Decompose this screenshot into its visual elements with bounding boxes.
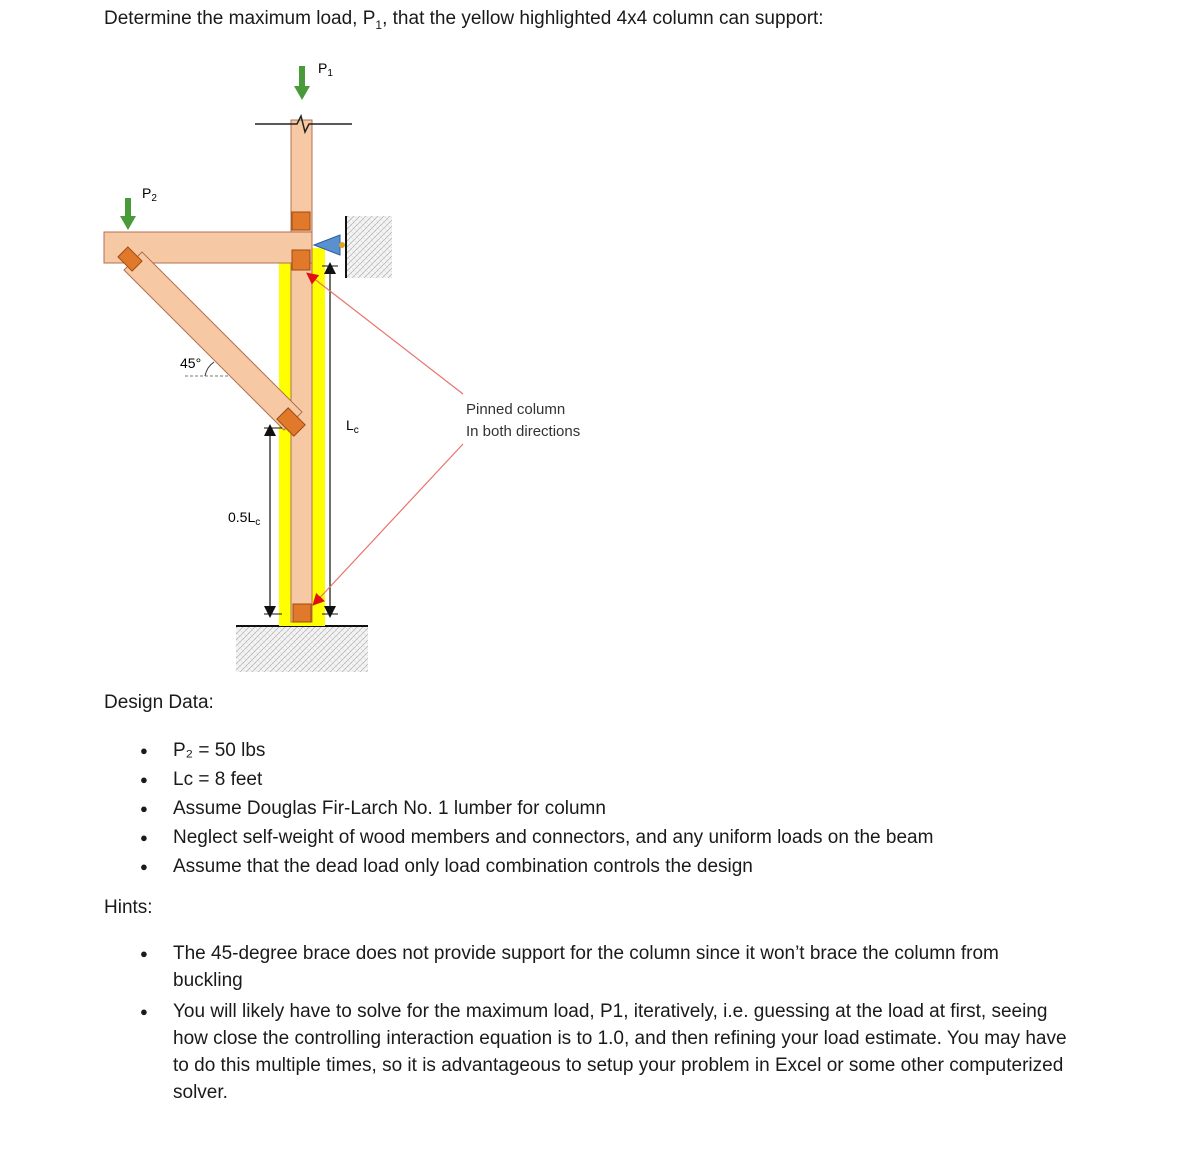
list-item: ● Assume that the dead load only load combination controls the design — [0, 852, 1073, 881]
callout-leader-bottom — [314, 444, 463, 604]
callout-line-2: In both directions — [466, 423, 581, 440]
connector-base — [293, 604, 311, 622]
list-item: ● Lc = 8 feet — [0, 765, 1073, 794]
lc-label: $L_c$ — [346, 417, 359, 436]
list-item: ● Neglect self-weight of wood members and connectors, and any uniform loads on the beam — [0, 823, 1073, 852]
p2-label: $P_2$ — [142, 185, 157, 204]
diagonal-brace — [124, 252, 302, 430]
angle-arc — [205, 362, 214, 376]
question-text: Determine the maximum load, $P_1$, that the yellow highlighted 4x4 column can support: — [104, 8, 824, 32]
wall-hatch — [346, 216, 392, 278]
ground-hatch — [236, 626, 368, 672]
p1-label: $P_1$ — [318, 60, 333, 79]
list-item: ● The 45-degree brace does not provide support for the column since it won’t brace the column from buckling — [0, 940, 1073, 994]
design-data-title: Design Data: — [104, 692, 214, 713]
list-item: ● You will likely have to solve for the maximum load, P1, iteratively, i.e. guessing at the load at first, seeing how close the controlling interaction equation is to 1.0, and then refining your load estimate. You may have to do this multiple times, so it is advantageous to setup your problem in Excel or some other computerized solver. — [0, 998, 1073, 1106]
connector-beam — [292, 250, 310, 270]
connector-top — [292, 212, 310, 230]
callout-line-1: Pinned column — [466, 401, 566, 418]
list-item: ● Assume Douglas Fir-Larch No. 1 lumber for column — [0, 794, 1073, 823]
p2-load-arrow-icon — [120, 198, 136, 230]
half-lc-label: $0.5L_c$ — [228, 509, 261, 528]
p1-load-arrow-icon — [294, 66, 310, 100]
hints-title: Hints: — [104, 897, 153, 918]
hints-list — [0, 940, 1073, 1110]
angle-label: 45° — [180, 355, 202, 371]
list-item: ● P₂ = 50 lbs — [0, 736, 1073, 765]
callout-leader-top — [308, 274, 463, 394]
design-data-list — [0, 736, 1073, 881]
